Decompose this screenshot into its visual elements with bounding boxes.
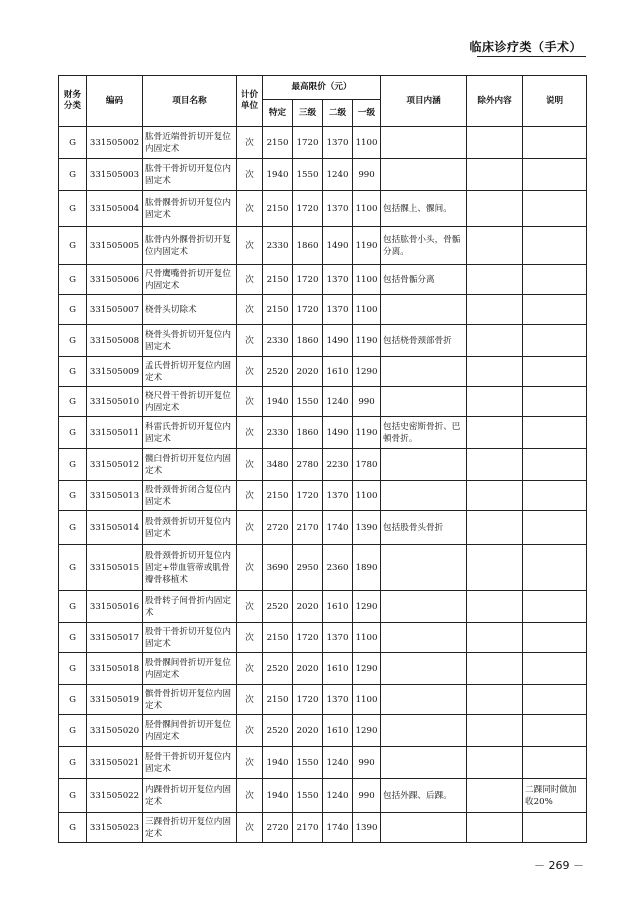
cell-price-tier-2: 1240 <box>323 159 353 191</box>
cell-exclusion <box>467 591 523 623</box>
cell-note <box>523 127 587 159</box>
cell-exclusion <box>467 159 523 191</box>
cell-exclusion <box>467 127 523 159</box>
cell-content: 包括髁上、髁间。 <box>381 191 467 227</box>
cell-exclusion <box>467 227 523 265</box>
cell-code: 331505022 <box>87 779 143 813</box>
cell-price-tier-1: 1100 <box>353 685 381 715</box>
cell-price-tier-3: 1550 <box>293 747 323 779</box>
cell-category: G <box>59 295 87 325</box>
cell-category: G <box>59 685 87 715</box>
cell-exclusion <box>467 511 523 545</box>
table-row <box>59 779 587 813</box>
cell-unit: 次 <box>237 481 263 511</box>
cell-price-special: 2150 <box>263 127 293 159</box>
cell-unit: 次 <box>237 511 263 545</box>
cell-content: 包括股骨头骨折 <box>381 511 467 545</box>
cell-price-tier-2: 2360 <box>323 545 353 591</box>
cell-price-tier-2: 1240 <box>323 779 353 813</box>
page-number: － 269 － <box>534 859 584 872</box>
cell-code: 331505006 <box>87 265 143 295</box>
cell-code: 331505019 <box>87 685 143 715</box>
cell-content <box>381 623 467 653</box>
cell-price-special: 1940 <box>263 387 293 417</box>
cell-name: 髋臼骨折切开复位内固定术 <box>143 449 237 481</box>
cell-price-tier-3: 1860 <box>293 417 323 449</box>
cell-category: G <box>59 387 87 417</box>
cell-name: 股骨干骨折切开复位内固定术 <box>143 623 237 653</box>
table-row <box>59 357 587 387</box>
cell-name: 孟氏骨折切开复位内固定术 <box>143 357 237 387</box>
cell-price-special: 1940 <box>263 779 293 813</box>
cell-unit: 次 <box>237 227 263 265</box>
cell-category: G <box>59 591 87 623</box>
table-row <box>59 481 587 511</box>
cell-price-tier-3: 1720 <box>293 623 323 653</box>
cell-price-tier-1: 1390 <box>353 511 381 545</box>
cell-price-tier-3: 1550 <box>293 779 323 813</box>
cell-price-special: 2150 <box>263 481 293 511</box>
cell-price-tier-3: 2170 <box>293 813 323 843</box>
cell-name: 股骨转子间骨折内固定术 <box>143 591 237 623</box>
cell-exclusion <box>467 481 523 511</box>
table-row <box>59 545 587 591</box>
cell-price-tier-1: 1780 <box>353 449 381 481</box>
cell-code: 331505007 <box>87 295 143 325</box>
cell-exclusion <box>467 449 523 481</box>
cell-content <box>381 685 467 715</box>
cell-price-tier-2: 1610 <box>323 715 353 747</box>
cell-name: 科雷氏骨折切开复位内固定术 <box>143 417 237 449</box>
cell-price-tier-1: 1190 <box>353 227 381 265</box>
table-row <box>59 813 587 843</box>
cell-price-tier-3: 2950 <box>293 545 323 591</box>
cell-exclusion <box>467 779 523 813</box>
cell-name: 股骨颈骨折闭合复位内固定术 <box>143 481 237 511</box>
cell-content <box>381 159 467 191</box>
cell-category: G <box>59 481 87 511</box>
cell-note <box>523 227 587 265</box>
cell-category: G <box>59 417 87 449</box>
cell-price-tier-2: 1490 <box>323 227 353 265</box>
table-row <box>59 511 587 545</box>
cell-price-tier-2: 1370 <box>323 295 353 325</box>
cell-content <box>381 357 467 387</box>
cell-unit: 次 <box>237 591 263 623</box>
cell-price-special: 3690 <box>263 545 293 591</box>
cell-name: 桡骨头切除术 <box>143 295 237 325</box>
cell-code: 331505002 <box>87 127 143 159</box>
cell-name: 三踝骨折切开复位内固定术 <box>143 813 237 843</box>
cell-price-tier-1: 990 <box>353 747 381 779</box>
cell-category: G <box>59 227 87 265</box>
cell-price-special: 2150 <box>263 623 293 653</box>
cell-name: 桡尺骨干骨折切开复位内固定术 <box>143 387 237 417</box>
section-title: 临床诊疗类（手术） <box>469 40 582 54</box>
cell-code: 331505017 <box>87 623 143 653</box>
cell-price-tier-2: 1370 <box>323 191 353 227</box>
cell-code: 331505010 <box>87 387 143 417</box>
header-exclusions: 除外内容 <box>467 76 523 127</box>
price-table <box>58 75 587 843</box>
cell-unit: 次 <box>237 779 263 813</box>
cell-note <box>523 295 587 325</box>
cell-code: 331505018 <box>87 653 143 685</box>
cell-category: G <box>59 357 87 387</box>
cell-price-tier-3: 1550 <box>293 159 323 191</box>
cell-unit: 次 <box>237 295 263 325</box>
cell-code: 331505023 <box>87 813 143 843</box>
cell-category: G <box>59 191 87 227</box>
cell-content: 包括史密斯骨折、巴頓骨折。 <box>381 417 467 449</box>
table-row <box>59 325 587 357</box>
cell-exclusion <box>467 191 523 227</box>
cell-price-tier-3: 2020 <box>293 591 323 623</box>
cell-content: 包括肱骨小头，骨骺分离。 <box>381 227 467 265</box>
cell-price-tier-2: 1740 <box>323 511 353 545</box>
cell-price-tier-2: 1490 <box>323 325 353 357</box>
cell-price-tier-2: 1370 <box>323 127 353 159</box>
cell-price-tier-3: 1860 <box>293 325 323 357</box>
cell-price-tier-1: 1190 <box>353 325 381 357</box>
cell-unit: 次 <box>237 449 263 481</box>
cell-category: G <box>59 449 87 481</box>
cell-price-special: 2330 <box>263 417 293 449</box>
cell-note <box>523 511 587 545</box>
cell-price-special: 2150 <box>263 685 293 715</box>
cell-price-tier-1: 1190 <box>353 417 381 449</box>
table-row <box>59 715 587 747</box>
table-row <box>59 623 587 653</box>
cell-note <box>523 159 587 191</box>
cell-exclusion <box>467 685 523 715</box>
cell-note <box>523 481 587 511</box>
cell-content <box>381 481 467 511</box>
cell-price-tier-1: 1100 <box>353 481 381 511</box>
header-category: 财务分类 <box>59 76 87 127</box>
cell-category: G <box>59 325 87 357</box>
cell-unit: 次 <box>237 813 263 843</box>
cell-note <box>523 417 587 449</box>
cell-note <box>523 325 587 357</box>
cell-content: 包括桡骨颈部骨折 <box>381 325 467 357</box>
cell-price-special: 2150 <box>263 265 293 295</box>
cell-note <box>523 265 587 295</box>
cell-price-tier-2: 1370 <box>323 265 353 295</box>
header-unit: 计价单位 <box>237 76 263 127</box>
cell-note <box>523 191 587 227</box>
cell-category: G <box>59 715 87 747</box>
cell-code: 331505021 <box>87 747 143 779</box>
header-tier-1: 一级 <box>353 100 381 127</box>
cell-price-tier-1: 1290 <box>353 357 381 387</box>
cell-exclusion <box>467 265 523 295</box>
cell-content: 包括骨骺分离 <box>381 265 467 295</box>
cell-exclusion <box>467 715 523 747</box>
cell-price-tier-1: 990 <box>353 159 381 191</box>
table-row <box>59 227 587 265</box>
cell-content <box>381 545 467 591</box>
cell-content <box>381 295 467 325</box>
cell-price-tier-2: 1740 <box>323 813 353 843</box>
cell-price-special: 1940 <box>263 159 293 191</box>
cell-note <box>523 357 587 387</box>
table-row <box>59 191 587 227</box>
cell-price-tier-1: 1290 <box>353 653 381 685</box>
table-row <box>59 591 587 623</box>
cell-price-tier-1: 1100 <box>353 127 381 159</box>
cell-price-tier-1: 1890 <box>353 545 381 591</box>
cell-price-tier-2: 1490 <box>323 417 353 449</box>
cell-category: G <box>59 653 87 685</box>
header-tier-special: 特定 <box>263 100 293 127</box>
cell-price-tier-2: 1370 <box>323 623 353 653</box>
cell-note <box>523 685 587 715</box>
cell-category: G <box>59 779 87 813</box>
cell-price-tier-2: 1610 <box>323 591 353 623</box>
cell-unit: 次 <box>237 685 263 715</box>
cell-exclusion <box>467 653 523 685</box>
cell-unit: 次 <box>237 191 263 227</box>
cell-price-special: 2720 <box>263 813 293 843</box>
cell-price-tier-3: 1720 <box>293 685 323 715</box>
cell-note <box>523 591 587 623</box>
cell-code: 331505013 <box>87 481 143 511</box>
cell-price-tier-1: 990 <box>353 387 381 417</box>
header-tier-2: 二级 <box>323 100 353 127</box>
cell-note <box>523 653 587 685</box>
cell-code: 331505012 <box>87 449 143 481</box>
cell-price-tier-3: 1720 <box>293 127 323 159</box>
cell-name: 股骨颈骨折切开复位内固定术 <box>143 511 237 545</box>
cell-code: 331505014 <box>87 511 143 545</box>
cell-price-tier-2: 1240 <box>323 387 353 417</box>
table-row <box>59 747 587 779</box>
cell-code: 331505003 <box>87 159 143 191</box>
cell-unit: 次 <box>237 623 263 653</box>
header-rule <box>477 56 586 57</box>
cell-code: 331505008 <box>87 325 143 357</box>
cell-name: 尺骨鹰嘴骨折切开复位内固定术 <box>143 265 237 295</box>
cell-name: 肱骨髁骨折切开复位内固定术 <box>143 191 237 227</box>
cell-exclusion <box>467 747 523 779</box>
table-row <box>59 685 587 715</box>
cell-code: 331505015 <box>87 545 143 591</box>
cell-price-tier-1: 1100 <box>353 191 381 227</box>
table-row <box>59 127 587 159</box>
cell-price-special: 2330 <box>263 325 293 357</box>
cell-content <box>381 591 467 623</box>
cell-price-tier-1: 1290 <box>353 715 381 747</box>
cell-price-tier-3: 2170 <box>293 511 323 545</box>
cell-exclusion <box>467 623 523 653</box>
cell-note <box>523 715 587 747</box>
cell-note: 二踝同时做加收20% <box>523 779 587 813</box>
cell-note <box>523 387 587 417</box>
cell-price-special: 2520 <box>263 715 293 747</box>
cell-category: G <box>59 511 87 545</box>
cell-exclusion <box>467 417 523 449</box>
cell-exclusion <box>467 387 523 417</box>
cell-unit: 次 <box>237 159 263 191</box>
cell-price-tier-2: 1610 <box>323 653 353 685</box>
cell-note <box>523 545 587 591</box>
cell-price-tier-3: 1720 <box>293 481 323 511</box>
cell-name: 股骨颈骨折切开复位内固定+带血管蒂或肌骨瓣骨移植术 <box>143 545 237 591</box>
cell-unit: 次 <box>237 747 263 779</box>
cell-price-special: 2150 <box>263 295 293 325</box>
cell-name: 股骨髁间骨折切开复位内固定术 <box>143 653 237 685</box>
cell-unit: 次 <box>237 417 263 449</box>
cell-price-tier-2: 2230 <box>323 449 353 481</box>
cell-content <box>381 387 467 417</box>
cell-note <box>523 623 587 653</box>
cell-price-tier-2: 1610 <box>323 357 353 387</box>
cell-unit: 次 <box>237 715 263 747</box>
cell-price-tier-2: 1240 <box>323 747 353 779</box>
cell-price-special: 2520 <box>263 653 293 685</box>
cell-price-special: 1940 <box>263 747 293 779</box>
cell-price-tier-3: 2780 <box>293 449 323 481</box>
table-row <box>59 265 587 295</box>
cell-price-tier-2: 1370 <box>323 685 353 715</box>
cell-price-special: 3480 <box>263 449 293 481</box>
cell-price-tier-3: 2020 <box>293 357 323 387</box>
table-row <box>59 449 587 481</box>
cell-price-tier-1: 1390 <box>353 813 381 843</box>
cell-unit: 次 <box>237 265 263 295</box>
cell-category: G <box>59 623 87 653</box>
cell-price-special: 2720 <box>263 511 293 545</box>
cell-price-tier-3: 1720 <box>293 191 323 227</box>
cell-exclusion <box>467 545 523 591</box>
cell-name: 肱骨内外髁骨折切开复位内固定术 <box>143 227 237 265</box>
cell-price-tier-1: 990 <box>353 779 381 813</box>
cell-unit: 次 <box>237 357 263 387</box>
header-name: 项目名称 <box>143 76 237 127</box>
cell-content <box>381 747 467 779</box>
cell-price-tier-3: 2020 <box>293 715 323 747</box>
cell-content <box>381 653 467 685</box>
cell-name: 髌骨骨折切开复位内固定术 <box>143 685 237 715</box>
cell-category: G <box>59 747 87 779</box>
cell-price-tier-3: 1860 <box>293 227 323 265</box>
cell-unit: 次 <box>237 387 263 417</box>
cell-content <box>381 715 467 747</box>
cell-code: 331505005 <box>87 227 143 265</box>
cell-price-tier-3: 1720 <box>293 295 323 325</box>
table-row <box>59 159 587 191</box>
cell-code: 331505004 <box>87 191 143 227</box>
table-row <box>59 387 587 417</box>
cell-code: 331505020 <box>87 715 143 747</box>
cell-price-tier-1: 1100 <box>353 265 381 295</box>
header-code: 编码 <box>87 76 143 127</box>
cell-price-tier-3: 1550 <box>293 387 323 417</box>
cell-price-tier-3: 1720 <box>293 265 323 295</box>
cell-exclusion <box>467 813 523 843</box>
cell-exclusion <box>467 325 523 357</box>
cell-name: 肱骨干骨折切开复位内固定术 <box>143 159 237 191</box>
cell-category: G <box>59 159 87 191</box>
cell-price-tier-3: 2020 <box>293 653 323 685</box>
cell-name: 桡骨头骨折切开复位内固定术 <box>143 325 237 357</box>
cell-content <box>381 127 467 159</box>
header-notes: 说明 <box>523 76 587 127</box>
cell-unit: 次 <box>237 127 263 159</box>
cell-code: 331505011 <box>87 417 143 449</box>
cell-unit: 次 <box>237 545 263 591</box>
cell-note <box>523 813 587 843</box>
table-row <box>59 295 587 325</box>
cell-note <box>523 747 587 779</box>
cell-price-special: 2520 <box>263 357 293 387</box>
cell-price-tier-1: 1100 <box>353 623 381 653</box>
cell-content <box>381 449 467 481</box>
cell-name: 胫骨髁间骨折切开复位内固定术 <box>143 715 237 747</box>
cell-name: 胫骨干骨折切开复位内固定术 <box>143 747 237 779</box>
cell-category: G <box>59 545 87 591</box>
cell-category: G <box>59 127 87 159</box>
header-tier-3: 三级 <box>293 100 323 127</box>
header-content: 项目内涵 <box>381 76 467 127</box>
table-row <box>59 417 587 449</box>
cell-code: 331505009 <box>87 357 143 387</box>
cell-price-special: 2520 <box>263 591 293 623</box>
cell-price-special: 2150 <box>263 191 293 227</box>
cell-category: G <box>59 265 87 295</box>
cell-category: G <box>59 813 87 843</box>
cell-code: 331505016 <box>87 591 143 623</box>
cell-exclusion <box>467 357 523 387</box>
table-row <box>59 653 587 685</box>
cell-price-tier-2: 1370 <box>323 481 353 511</box>
header-price-group: 最高限价（元） <box>263 76 381 100</box>
cell-price-tier-1: 1290 <box>353 591 381 623</box>
cell-note <box>523 449 587 481</box>
cell-name: 肱骨近端骨折切开复位内固定术 <box>143 127 237 159</box>
cell-unit: 次 <box>237 653 263 685</box>
cell-content <box>381 813 467 843</box>
cell-price-tier-1: 1100 <box>353 295 381 325</box>
cell-exclusion <box>467 295 523 325</box>
cell-name: 内踝骨折切开复位内固定术 <box>143 779 237 813</box>
cell-content: 包括外踝、后踝。 <box>381 779 467 813</box>
cell-unit: 次 <box>237 325 263 357</box>
cell-price-special: 2330 <box>263 227 293 265</box>
